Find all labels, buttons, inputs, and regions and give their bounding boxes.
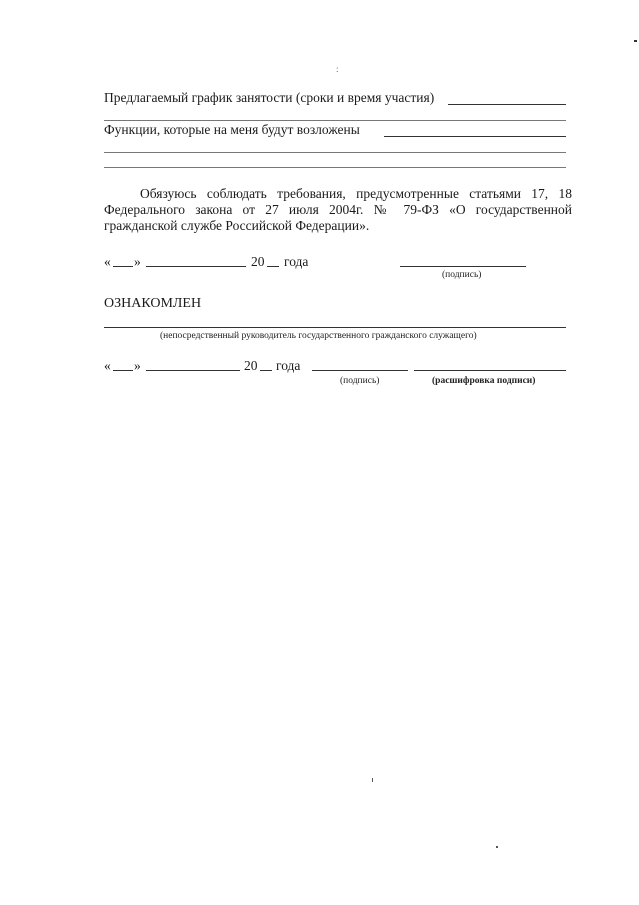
year2-word: года	[276, 358, 301, 373]
signature-caption: (подпись)	[442, 270, 482, 280]
scan-speck	[372, 778, 373, 782]
obligation-line-2: Федерального закона от 27 июля 2004г. № 79-ФЗ «О государственной	[104, 202, 572, 217]
acquainted-heading: ОЗНАКОМЛЕН	[104, 296, 202, 311]
signature-field[interactable]	[400, 266, 526, 267]
year2-century: 20	[244, 358, 258, 373]
signature2-caption: (подпись)	[340, 376, 380, 386]
obligation-line-3: гражданской службе Российской Федерации».	[104, 218, 370, 233]
day2-field[interactable]	[113, 370, 133, 371]
scan-mark: :	[336, 64, 339, 74]
decoding-field[interactable]	[414, 370, 566, 371]
year-word: года	[284, 254, 309, 269]
month2-field[interactable]	[146, 370, 240, 371]
obligation-paragraph	[104, 186, 572, 234]
supervisor-caption: (непосредственный руководитель государственного гражданского служащего)	[160, 331, 477, 341]
functions-fill-line-3[interactable]	[104, 167, 566, 168]
supervisor-field[interactable]	[104, 327, 566, 328]
scan-edge-mark	[634, 40, 637, 42]
decoding-caption: (расшифровка подписи)	[432, 376, 536, 386]
signature2-field[interactable]	[312, 370, 408, 371]
year2-field[interactable]	[260, 370, 272, 371]
date2-close-quote: »	[134, 358, 141, 373]
date2-open-quote: «	[104, 358, 111, 373]
scan-speck	[496, 846, 498, 848]
year-century: 20	[251, 254, 265, 269]
year-field[interactable]	[267, 266, 279, 267]
functions-label: Функции, которые на меня будут возложены	[104, 122, 360, 137]
date-close-quote: »	[134, 254, 141, 269]
month-field[interactable]	[146, 266, 246, 267]
functions-fill-line[interactable]	[384, 136, 566, 137]
obligation-line-1: Обязуюсь соблюдать требования, предусмотренные статьями 17, 18	[140, 186, 572, 201]
schedule-fill-line[interactable]	[448, 104, 566, 105]
functions-fill-line-2[interactable]	[104, 152, 566, 153]
day-field[interactable]	[113, 266, 133, 267]
schedule-label: Предлагаемый график занятости (сроки и время участия)	[104, 90, 435, 105]
date-open-quote: «	[104, 254, 111, 269]
schedule-fill-line-2[interactable]	[104, 120, 566, 121]
